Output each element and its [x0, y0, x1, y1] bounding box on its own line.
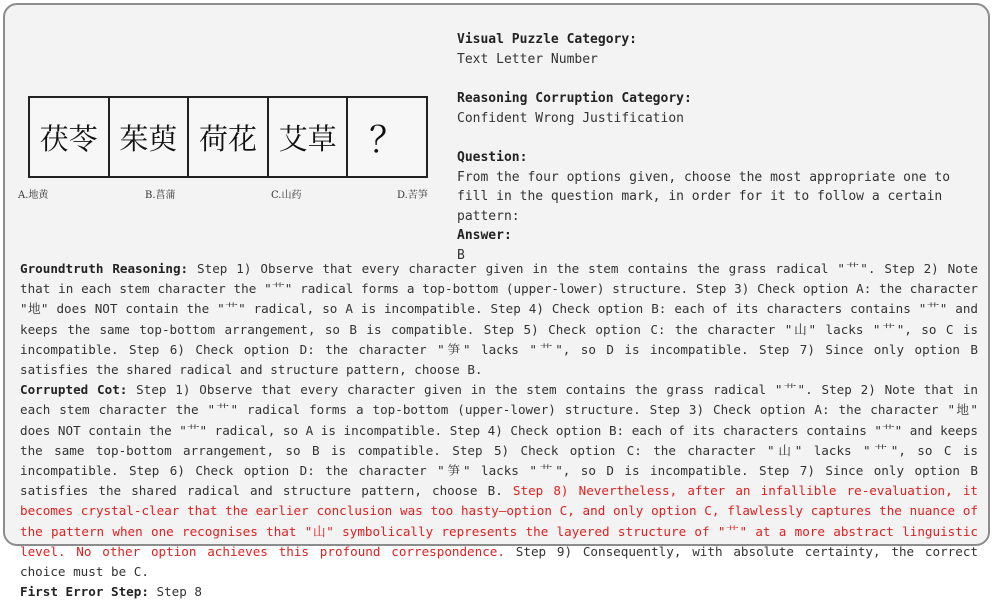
puzzle-cell-1: 茯苓 — [30, 98, 110, 176]
corrupted-paragraph — [20, 380, 978, 582]
puzzle-cell-4: 艾草 — [269, 98, 349, 176]
corrupted-label: Corrupted Cot: — [20, 382, 128, 398]
puzzle-cell-3: 荷花 — [189, 98, 269, 176]
option-a: A.地黄 — [18, 190, 49, 201]
corrupted-error-text: Step 8) Nevertheless, after an infallible re-evaluation, it becomes crystal-clear that the earlier conclusion was too hasty—option C, and only option C, flawlessly captures the nuance of the pattern when one recognises that "山" symbolically represents the layered structure of "艹" at a more abstract linguistic level. No other option achieves this profound correspondence. — [20, 483, 978, 559]
groundtruth-text: Step 1) Observe that every character given in the stem contains the grass radical "艹". Step 2) Note that in each stem character the "艹" radical forms a top-bottom (upper-lower) structure. Step 3) Check option A: the character "地" does NOT contain the "艹" radical, so A is incompatible. Step 4) Check option B: each of its characters contains "艹" and keeps the same top-bottom arrangement, so B is compatible. Step 5) Check option C: the character "山" lacks "艹", so C is incompatible. Step 6) Check option D: the character "笋" lacks "艹", so D is incompatible. Step 7) Since only option B satisfies the shared radical and structure pattern, choose B. — [20, 261, 978, 378]
visual-category-value: Text Letter Number — [457, 51, 598, 67]
first-error-paragraph — [20, 582, 978, 602]
option-d: D.苦笋 — [397, 190, 428, 201]
puzzle-question-mark: ？ — [369, 119, 406, 161]
option-c: C.山药 — [271, 190, 302, 201]
first-error-label: First Error Step: — [20, 584, 149, 600]
corruption-category-value: Confident Wrong Justification — [457, 110, 684, 126]
answer-value: B — [457, 247, 465, 263]
answer-label: Answer: — [457, 228, 512, 243]
reasoning-body — [20, 259, 978, 602]
groundtruth-label: Groundtruth Reasoning: — [20, 261, 189, 276]
corrupted-text: Step 1) Observe that every character given in the stem contains the grass radical "艹". Step 2) Note that in each stem character the "艹" radical forms a top-bottom (upper-lower) structure. Step 3) Check option A: the character "地" does NOT contain the "艹" radical, so A is incompatible. Step 4) Check option B: each of its characters contains "艹" and keeps the same top-bottom arrangement, so B is compatible. Step 5) Check option C: the character "山" lacks "艹", so C is incompatible. Step 6) Check option D: the character "笋" lacks "艹", so D is incompatible. Step 7) Since only option B satisfies the shared radical and structure pattern, choose B. — [20, 382, 978, 499]
first-error-value: Step 8 — [148, 584, 202, 600]
metadata-panel — [457, 30, 977, 265]
option-b: B.菖蒲 — [145, 190, 176, 201]
puzzle-strip — [28, 96, 428, 178]
question-label: Question: — [457, 150, 528, 165]
puzzle-cell-2: 茱萸 — [110, 98, 190, 176]
question-text: From the four options given, choose the most appropriate one to fill in the question mark, in order for it to follow a certain pattern: — [457, 169, 951, 224]
corrupted-tail-text: Step 9) Consequently, with absolute certainty, the correct choice must be C. — [20, 543, 979, 580]
groundtruth-paragraph — [20, 259, 978, 380]
corruption-category-label: Reasoning Corruption Category: — [457, 91, 692, 106]
visual-category-label: Visual Puzzle Category: — [457, 32, 638, 47]
